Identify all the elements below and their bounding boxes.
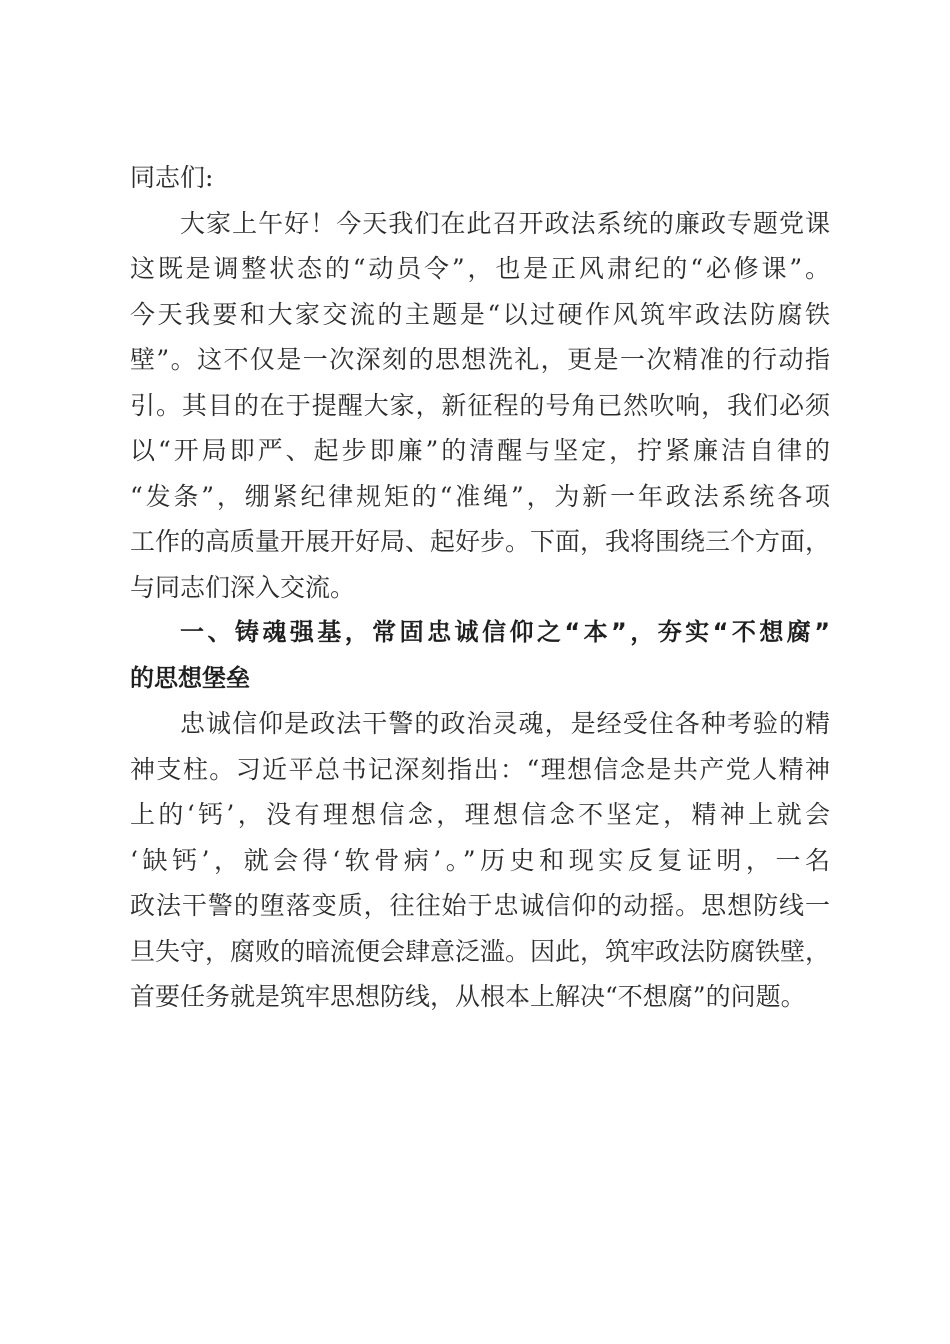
salutation: 同志们: [130,163,214,192]
paragraph-line: 上的‘钙’，没有理想信念，理想信念不坚定，精神上就会 [130,800,830,829]
paragraph-loyalty [130,701,830,1020]
paragraph-line: 政法干警的堕落变质，往往始于忠诚信仰的动摇。思想防线一 [130,891,830,920]
heading-line: 的思想堡垒 [130,663,250,692]
paragraph-line: 神支柱。习近平总书记深刻指出：“理想信念是共产党人精神 [130,754,830,784]
paragraph-line: 旦失守，腐败的暗流便会肆意泛滥。因此，筑牢政法防腐铁壁， [130,936,831,966]
section-heading [130,610,830,701]
paragraph-line: 这既是调整状态的“动员令”，也是正风肃纪的“必修课”。 [130,254,830,283]
paragraph-line: 首要任务就是筑牢思想防线，从根本上解决“不想腐”的问题。 [130,982,806,1011]
paragraph-line: 壁”。这不仅是一次深刻的思想洗礼，更是一次精准的行动指 [130,345,830,374]
paragraph-line: 大家上午好！今天我们在此召开政法系统的廉政专题党课 [180,208,830,238]
heading-line: 一、铸魂强基，常固忠诚信仰之“本”，夯实“不想腐” [180,618,830,646]
document-body [130,155,830,1020]
paragraph-line: ‘缺钙’，就会得‘软骨病’。”历史和现实反复证明，一名 [130,845,830,875]
paragraph-line: 与同志们深入交流。 [130,572,356,602]
paragraph-intro [130,201,830,611]
paragraph-line: 今天我要和大家交流的主题是“以过硬作风筑牢政法防腐铁 [130,299,830,329]
paragraph-line: 以“开局即严、起步即廉”的清醒与坚定，拧紧廉洁自律的 [130,436,830,465]
paragraph-line: “发条”，绷紧纪律规矩的“准绳”，为新一年政法系统各项 [130,481,830,511]
paragraph-line: 忠诚信仰是政法干警的政治灵魂，是经受住各种考验的精 [180,709,830,738]
paragraph-line: 引。其目的在于提醒大家，新征程的号角已然吹响，我们必须 [130,390,830,420]
paragraph-line: 工作的高质量开展开好局、起好步。下面，我将围绕三个方面， [130,527,831,556]
